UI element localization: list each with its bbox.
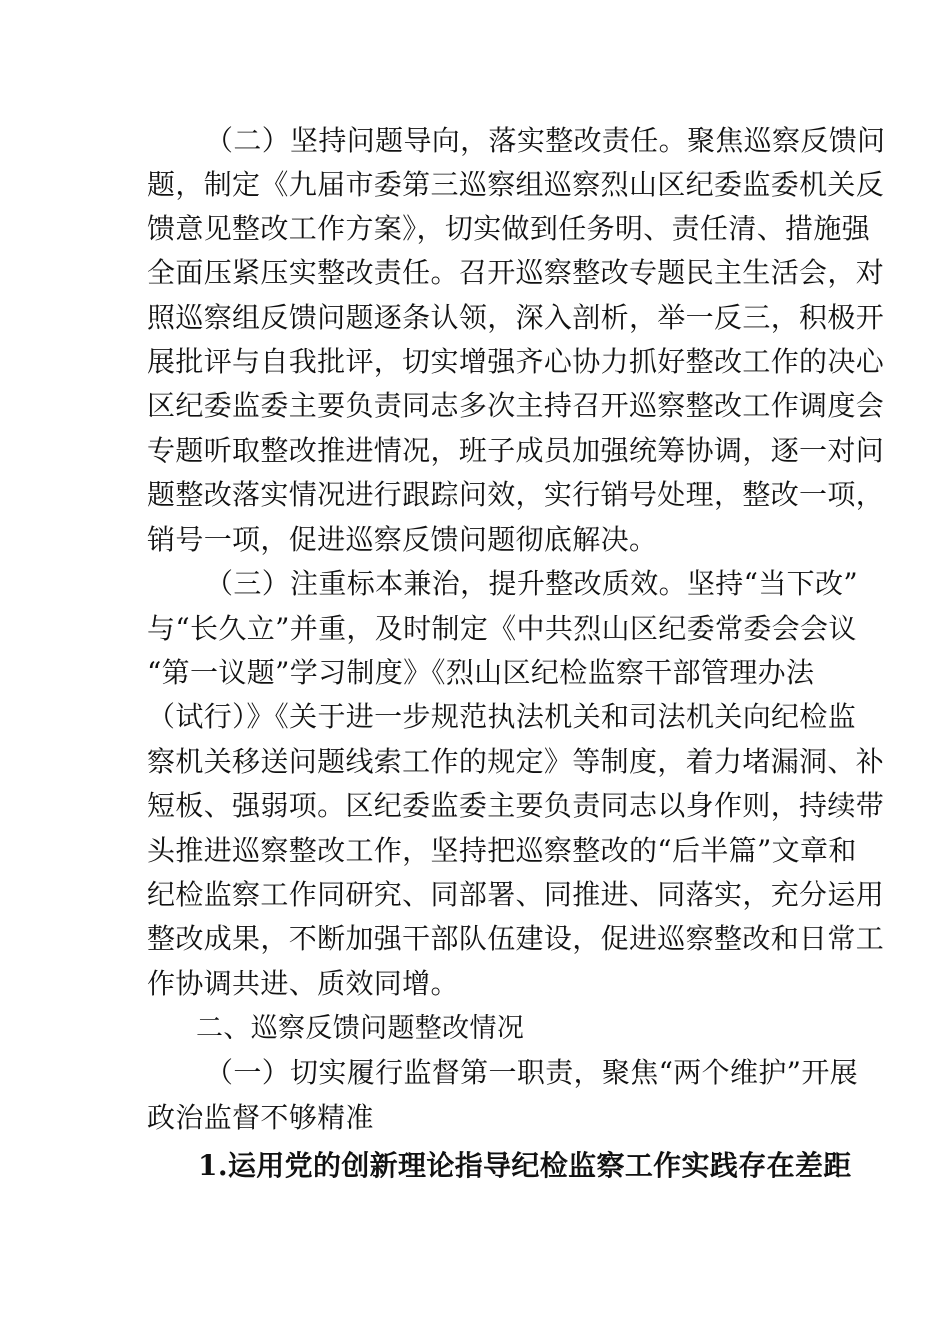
paragraph-2-line-5: 照巡察组反馈问题逐条认领，深入剖析，举一反三，积极开	[147, 301, 885, 334]
paragraph-3-line-4: （试行）》《关于进一步规范执法机关和司法机关向纪检监	[147, 700, 857, 733]
paragraph-2-line-10: 销号一项，促进巡察反馈问题彻底解决。	[147, 523, 658, 556]
paragraph-2-line-7: 区纪委监委主要负责同志多次主持召开巡察整改工作调度会	[147, 389, 885, 422]
section-heading: 二、巡察反馈问题整改情况	[196, 1013, 525, 1044]
paragraph-2-line-3: 馈意见整改工作方案》，切实做到任务明、责任清、措施强	[147, 212, 871, 245]
paragraph-3-line-7: 头推进巡察整改工作，坚持把巡察整改的“后半篇”文章和	[147, 834, 857, 867]
paragraph-2-line-1: （二）坚持问题导向，落实整改责任。聚焦巡察反馈问	[205, 124, 886, 157]
paragraph-3-line-5: 察机关移送问题线索工作的规定》等制度，着力堵漏洞、补	[147, 745, 885, 778]
paragraph-3-line-1: （三）注重标本兼治，提升整改质效。坚持“当下改”	[205, 567, 859, 600]
paragraph-2-line-9: 题整改落实情况进行跟踪问效，实行销号处理，整改一项，	[147, 478, 885, 511]
paragraph-2-line-8: 专题听取整改推进情况，班子成员加强统筹协调，逐一对问	[147, 434, 885, 467]
paragraph-3-line-2: 与“长久立”并重，及时制定《中共烈山区纪委常委会会议	[147, 612, 857, 645]
paragraph-2-line-4: 全面压紧压实整改责任。召开巡察整改专题民主生活会，对	[147, 256, 885, 289]
paragraph-3-line-6: 短板、强弱项。区纪委监委主要负责同志以身作则，持续带	[147, 789, 885, 822]
subsection-1-line-1: （一）切实履行监督第一职责，聚焦“两个维护”开展	[205, 1056, 859, 1089]
paragraph-3-line-3: “第一议题”学习制度》《烈山区纪检监察干部管理办法	[147, 656, 815, 689]
paragraph-2-line-2: 题，制定《九届市委第三巡察组巡察烈山区纪委监委机关反	[147, 168, 885, 201]
subsection-1-line-2: 政治监督不够精准	[147, 1101, 374, 1134]
item-heading: 1.运用党的创新理论指导纪检监察工作实践存在差距	[198, 1149, 852, 1182]
paragraph-3-line-8: 纪检监察工作同研究、同部署、同推进、同落实，充分运用	[147, 878, 885, 911]
paragraph-2-line-6: 展批评与自我批评，切实增强齐心协力抓好整改工作的决心	[147, 345, 885, 378]
paragraph-3-line-9: 整改成果，不断加强干部队伍建设，促进巡察整改和日常工	[147, 922, 885, 955]
paragraph-3-line-10: 作协调共进、质效同增。	[147, 967, 459, 1000]
